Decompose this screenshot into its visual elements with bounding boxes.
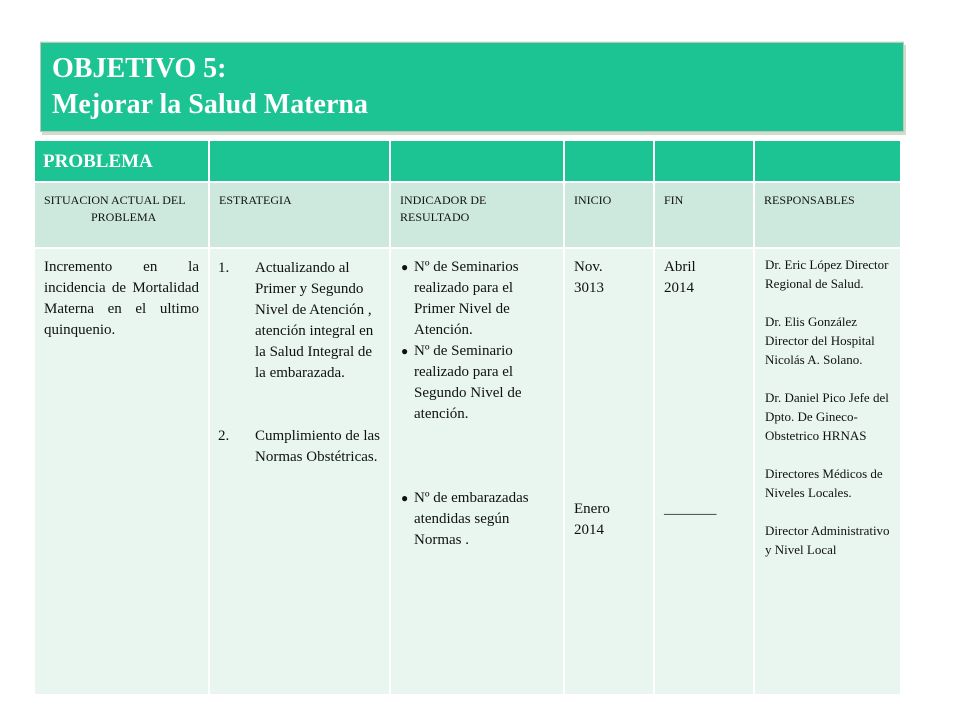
situacion-text: Incremento en la incidencia de Mortalidad Materna en el ultimo quinquenio. — [44, 259, 199, 338]
situacion-cell — [34, 248, 209, 695]
title-banner — [40, 42, 904, 132]
list-number: 1. — [218, 260, 230, 276]
table-header-row — [34, 140, 901, 182]
empty-header-cell — [390, 140, 564, 182]
list-item — [391, 488, 563, 551]
responsable-item: Dr. Daniel Pico Jefe del Dpto. De Gineco-Obstetrico HRNAS — [765, 390, 889, 443]
estrategia-header-text: ESTRATEGIA — [219, 193, 292, 207]
responsables-cell — [754, 248, 901, 695]
column-header-row — [34, 182, 901, 248]
estrategia-list — [210, 249, 389, 468]
list-text: Cumplimiento de las Normas Obstétricas. — [255, 428, 380, 465]
objective-number: OBJETIVO 5: — [52, 53, 227, 84]
empty-header-cell — [209, 140, 390, 182]
situacion-header-text: SITUACION ACTUAL DEL — [44, 193, 186, 207]
responsable-item: Dr. Eric López Director Regional de Salud. — [765, 257, 889, 291]
inicio-header — [564, 182, 654, 248]
estrategia-cell — [209, 248, 390, 695]
bullet-icon: ● — [401, 260, 409, 274]
objective-table — [33, 139, 902, 696]
responsable-item: Dr. Elis González Director del Hospital Nicolás A. Solano. — [765, 314, 875, 367]
fin-header-text: FIN — [664, 193, 684, 207]
list-item — [218, 258, 385, 384]
inicio-cell — [564, 248, 654, 695]
problema-label: PROBLEMA — [43, 151, 153, 172]
responsables-header-text: RESPONSABLES — [764, 193, 855, 207]
list-item — [391, 341, 563, 425]
list-item — [391, 257, 563, 341]
bullet-icon: ● — [401, 491, 409, 505]
fin-value: _______ — [664, 501, 717, 517]
fin-cell — [654, 248, 754, 695]
objective-title: Mejorar la Salud Materna — [52, 89, 368, 120]
indicador-text: Nº de Seminarios realizado para el Primer Nivel de Atención. — [414, 259, 519, 338]
fin-header — [654, 182, 754, 248]
empty-header-cell — [654, 140, 754, 182]
responsables-header — [754, 182, 901, 248]
table-row — [34, 248, 901, 695]
empty-header-cell — [564, 140, 654, 182]
indicador-header — [390, 182, 564, 248]
inicio-header-text: INICIO — [574, 193, 612, 207]
list-number: 2. — [218, 428, 230, 444]
indicador-cell — [390, 248, 564, 695]
responsable-item: Director Administrativo y Nivel Local — [765, 523, 890, 557]
indicador-header-text: INDICADOR DE RESULTADO — [400, 193, 487, 224]
situacion-header-text-2: PROBLEMA — [91, 210, 157, 224]
indicador-text: Nº de Seminario realizado para el Segundo Nivel de atención. — [414, 343, 522, 422]
list-text: Actualizando al Primer y Segundo Nivel de Atención , atención integral en la Salud Integral de la embarazada. — [255, 260, 374, 381]
fin-value: Abril 2014 — [664, 259, 696, 296]
empty-header-cell — [754, 140, 901, 182]
responsable-item: Directores Médicos de Niveles Locales. — [765, 466, 883, 500]
problema-header-cell — [34, 140, 209, 182]
inicio-value: Enero 2014 — [574, 501, 610, 538]
list-item — [218, 426, 385, 468]
estrategia-header — [209, 182, 390, 248]
indicador-text: Nº de embarazadas atendidas según Normas . — [414, 490, 529, 548]
inicio-value: Nov. 3013 — [574, 259, 604, 296]
bullet-icon: ● — [401, 344, 409, 358]
situacion-header — [34, 182, 209, 248]
